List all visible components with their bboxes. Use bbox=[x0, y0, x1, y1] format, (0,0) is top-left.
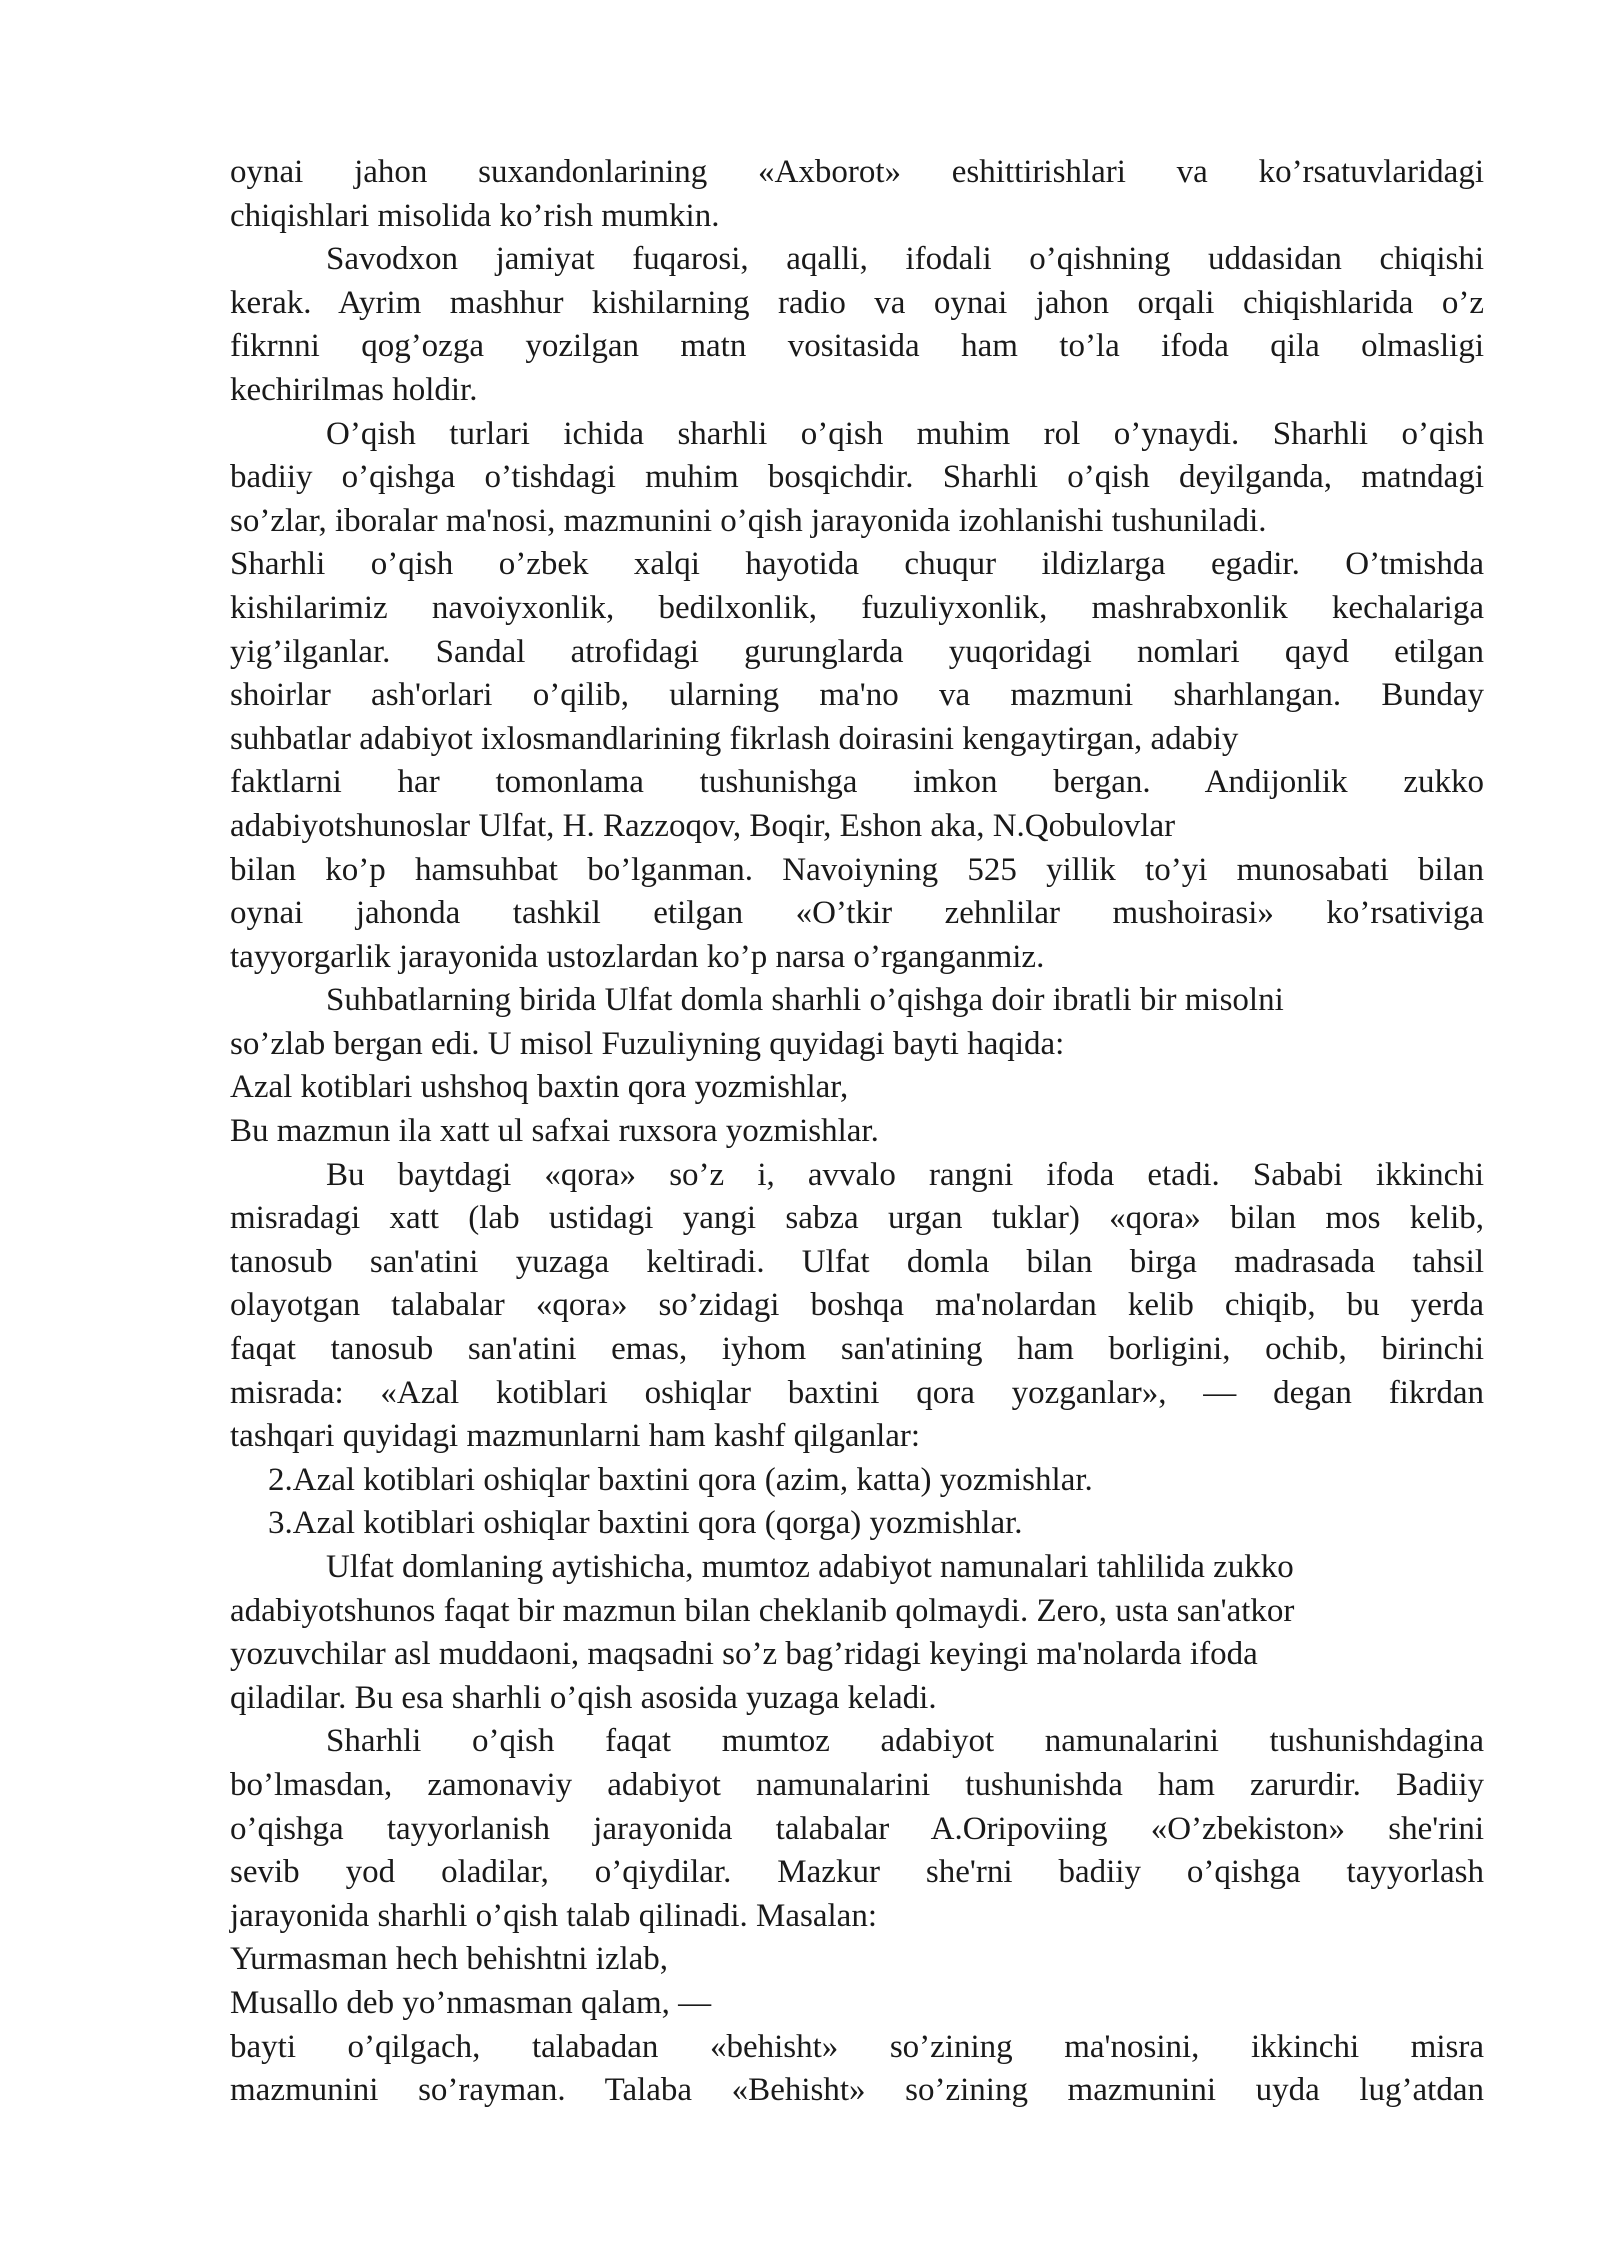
text-line: Bu mazmun ila xatt ul safxai ruxsora yozmishlar. bbox=[230, 1113, 879, 1150]
numbered-line: 2.Azal kotiblari oshiqlar baxtini qora (azim, katta) yozmishlar. bbox=[268, 1461, 1093, 1498]
numbered-line: 3.Azal kotiblari oshiqlar baxtini qora (qorga) yozmishlar. bbox=[268, 1505, 1023, 1542]
text-line: faqat tanosub san'atini emas, iyhom san'atining ham borligini, ochib, birinchi bbox=[230, 1331, 1484, 1368]
text-line: Sharhli o’qish o’zbek xalqi hayotida chuqur ildizlarga egadir. O’tmishda bbox=[230, 546, 1484, 583]
text-line: mazmunini so’rayman. Talaba «Behisht» so’zining mazmunini uyda lug’atdan bbox=[230, 2072, 1484, 2109]
text-line: kishilarimiz navoiyxonlik, bedilxonlik, fuzuliyxonlik, mashrabxonlik kechalariga bbox=[230, 589, 1484, 626]
text-line: kerak. Ayrim mashhur kishilarning radio va oynai jahon orqali chiqishlarida o’z bbox=[230, 284, 1484, 321]
text-line: qiladilar. Bu esa sharhli o’qish asosida yuzaga keladi. bbox=[230, 1679, 937, 1716]
text-line: adabiyotshunoslar Ulfat, H. Razzoqov, Boqir, Eshon aka, N.Qobulovlar bbox=[230, 807, 1176, 844]
text-line: faktlarni har tomonlama tushunishga imkon bergan. Andijonlik zukko bbox=[230, 764, 1484, 801]
text-line: o’qishga tayyorlanish jarayonida talabalar A.Oripoviing «O’zbekiston» she'rini bbox=[230, 1810, 1484, 1847]
text-line: misrada: «Azal kotiblari oshiqlar baxtini qora yozganlar», — degan fikrdan bbox=[230, 1374, 1484, 1411]
text-line: suhbatlar adabiyot ixlosmandlarining fikrlash doirasini kengaytirgan, adabiy bbox=[230, 720, 1239, 757]
text-line: Musallo deb yo’nmasman qalam, — bbox=[230, 1984, 712, 2021]
text-line: chiqishlari misolida ko’rish mumkin. bbox=[230, 197, 720, 234]
text-line: Suhbatlarning birida Ulfat domla sharhli o’qishga doir ibratli bir misolni bbox=[326, 982, 1284, 1019]
text-line: Ulfat domlaning aytishicha, mumtoz adabiyot namunalari tahlilida zukko bbox=[326, 1549, 1294, 1585]
text-line: shoirlar ash'orlari o’qilib, ularning ma'no va mazmuni sharhlangan. Bunday bbox=[230, 677, 1484, 714]
text-line: bayti o’qilgach, talabadan «behisht» so’zining ma'nosini, ikkinchi misra bbox=[230, 2028, 1484, 2065]
text-line: fikrnni qog’ozga yozilgan matn vositasida ham to’la ifoda qila olmasligi bbox=[230, 328, 1484, 365]
text-line: tayyorgarlik jarayonida ustozlardan ko’p narsa o’rganganmiz. bbox=[230, 938, 1045, 975]
text-line: so’zlar, iboralar ma'nosi, mazmunini o’qish jarayonida izohlanishi tushuniladi. bbox=[230, 502, 1267, 539]
text-line: yig’ilganlar. Sandal atrofidagi gurunglarda yuqoridagi nomlari qayd etilgan bbox=[230, 633, 1484, 670]
text-line: bo’lmasdan, zamonaviy adabiyot namunalarini tushunishda ham zarurdir. Badiiy bbox=[230, 1766, 1484, 1803]
text-line: oynai jahon suxandonlarining «Axborot» eshittirishlari va ko’rsatuvlaridagi bbox=[230, 154, 1484, 190]
text-line: tanosub san'atini yuzaga keltiradi. Ulfat domla bilan birga madrasada tahsil bbox=[230, 1243, 1484, 1280]
text-line: Savodxon jamiyat fuqarosi, aqalli, ifodali o’qishning uddasidan chiqishi bbox=[326, 241, 1484, 278]
text-line: adabiyotshunos faqat bir mazmun bilan cheklanib qolmaydi. Zero, usta san'atkor bbox=[230, 1592, 1295, 1629]
text-line: O’qish turlari ichida sharhli o’qish muhim rol o’ynaydi. Sharhli o’qish bbox=[326, 415, 1484, 452]
text-line: Yurmasman hech behishtni izlab, bbox=[230, 1941, 669, 1978]
text-line: bilan ko’p hamsuhbat bo’lganman. Navoiyning 525 yillik to’yi munosabati bilan bbox=[230, 851, 1484, 888]
text-line: tashqari quyidagi mazmunlarni ham kashf qilganlar: bbox=[230, 1418, 921, 1455]
text-line: so’zlab bergan edi. U misol Fuzuliyning quyidagi bayti haqida: bbox=[230, 1025, 1065, 1062]
text-line: olayotgan talabalar «qora» so’zidagi boshqa ma'nolardan kelib chiqib, bu yerda bbox=[230, 1287, 1484, 1324]
text-line: badiiy o’qishga o’tishdagi muhim bosqichdir. Sharhli o’qish deyilganda, matndagi bbox=[230, 459, 1484, 496]
text-line: sevib yod oladilar, o’qiydilar. Mazkur she'rni badiiy o’qishga tayyorlash bbox=[230, 1854, 1484, 1891]
text-line: Bu baytdagi «qora» so’z i, avvalo rangni ifoda etadi. Sababi ikkinchi bbox=[326, 1156, 1484, 1193]
text-line: Sharhli o’qish faqat mumtoz adabiyot namunalarini tushunishdagina bbox=[326, 1723, 1484, 1760]
text-line: oynai jahonda tashkil etilgan «O’tkir zehnlilar mushoirasi» ko’rsativiga bbox=[230, 895, 1484, 932]
text-line: jarayonida sharhli o’qish talab qilinadi. Masalan: bbox=[230, 1897, 877, 1934]
text-line: kechirilmas holdir. bbox=[230, 371, 478, 408]
text-line: yozuvchilar asl muddaoni, maqsadni so’z bag’ridagi keyingi ma'nolarda ifoda bbox=[230, 1636, 1258, 1673]
text-line: Azal kotiblari ushshoq baxtin qora yozmishlar, bbox=[230, 1069, 849, 1106]
text-line: misradagi xatt (lab ustidagi yangi sabza urgan tuklar) «qora» bilan mos kelib, bbox=[230, 1200, 1484, 1237]
